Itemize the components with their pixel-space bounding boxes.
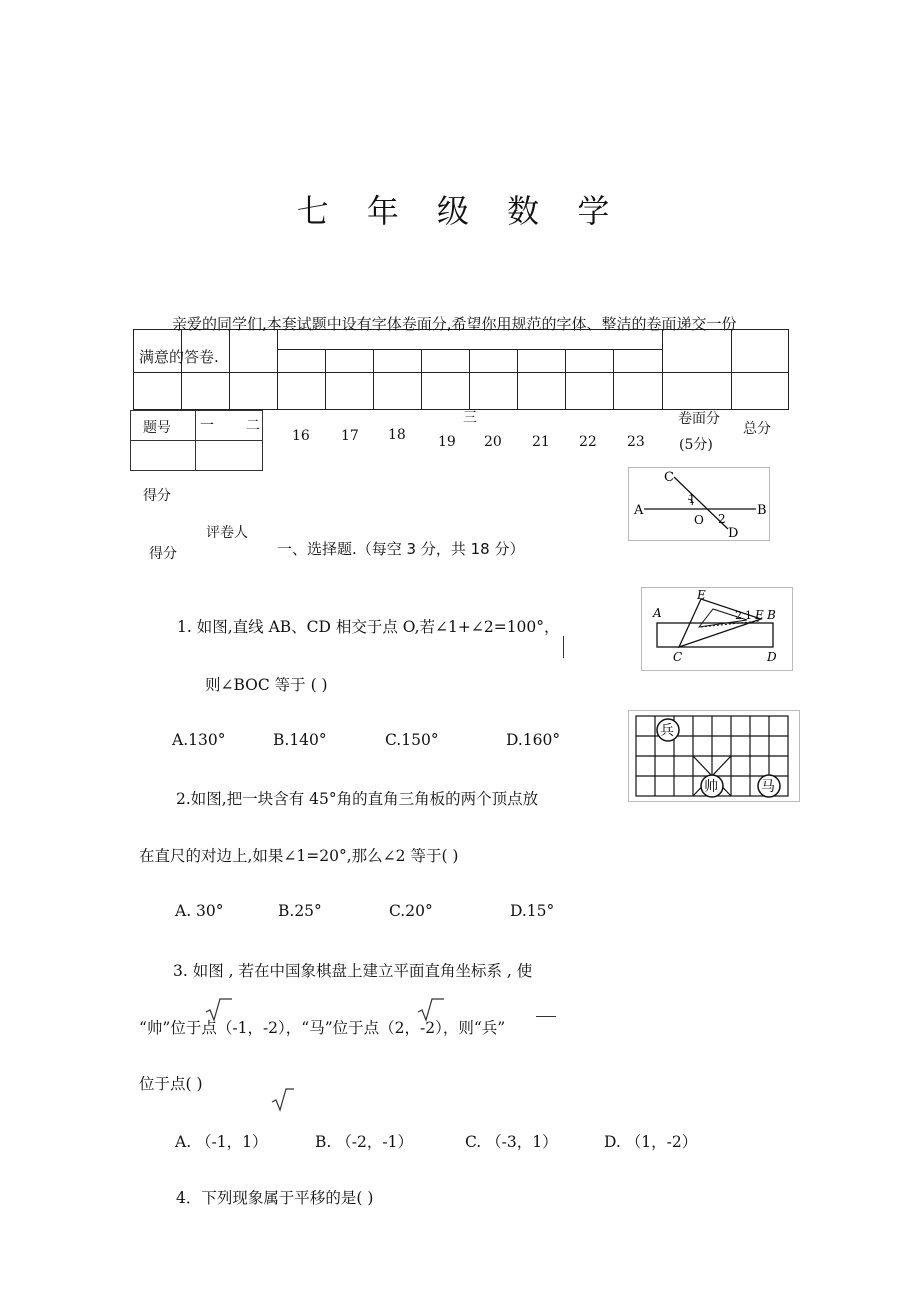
question-3-option-c: C. （-3，1） xyxy=(465,1133,558,1151)
score-row-label: 得分 xyxy=(143,488,171,504)
fig1-label-1: 1 xyxy=(688,492,696,506)
fig2-label-d: D xyxy=(767,650,777,664)
question-1-option-c: C.150° xyxy=(385,731,439,749)
question-3-option-a: A. （-1，1） xyxy=(175,1133,268,1151)
fig2-label-c: C xyxy=(673,650,683,664)
intro-line-1: 亲爱的同学们,本套试题中设有字体卷面分,希望你用规范的字体、整洁的卷面递交一份 xyxy=(172,315,737,333)
intro-line-2: 满意的答卷. xyxy=(139,348,219,366)
col-20: 20 xyxy=(484,434,502,450)
question-1-option-b: B.140° xyxy=(273,731,327,749)
handwriting-points: (5分) xyxy=(679,437,713,453)
col-16: 16 xyxy=(292,428,310,444)
fig2-label-2: 2 xyxy=(735,609,742,622)
question-1-option-d: D.160° xyxy=(506,731,561,749)
question-1-option-a: A.130° xyxy=(172,731,226,749)
piece-bing-label: 兵 xyxy=(660,723,674,739)
fig2-label-e-top: E xyxy=(697,588,706,602)
col-22: 22 xyxy=(579,434,597,450)
question-2-option-b: B.25° xyxy=(278,902,322,920)
question-2-option-d: D.15° xyxy=(510,902,555,920)
page-title: 七 年 级 数 学 xyxy=(296,192,624,230)
question-1-line-2: 则∠BOC 等于 ( ) xyxy=(205,676,328,694)
fig2-label-e: E xyxy=(755,608,764,622)
question-1-mark xyxy=(563,636,564,658)
fig2-label-b: B xyxy=(767,608,776,622)
section-grader-label: 评卷人 xyxy=(206,525,248,541)
col-19: 19 xyxy=(438,434,456,450)
fig1-label-o: O xyxy=(694,513,704,527)
handwriting-label: 卷面分 xyxy=(678,411,720,427)
figure-triangle-ruler xyxy=(641,587,793,671)
question-2-line-1: 2.如图,把一块含有 45°角的直角三角板的两个顶点放 xyxy=(176,790,539,808)
figure-intersecting-lines xyxy=(628,467,770,541)
fig1-label-b: B xyxy=(757,503,767,518)
question-3-line-2: “帅”位于点（-1，-2），“马”位于点（2，-2），则“兵” xyxy=(139,1019,506,1037)
col-18: 18 xyxy=(388,427,406,443)
question-2-option-a: A. 30° xyxy=(175,902,224,920)
check-mark-icon xyxy=(416,996,446,1022)
piece-ma-label: 马 xyxy=(761,779,775,795)
overline-mark xyxy=(536,1016,556,1017)
fig1-label-a: A xyxy=(634,503,644,518)
col-17: 17 xyxy=(341,428,359,444)
section-two-label: 二 xyxy=(246,418,260,434)
total-label: 总分 xyxy=(743,421,771,437)
section-heading: 一、选择题.（每空 3 分，共 18 分） xyxy=(277,540,525,558)
col-23: 23 xyxy=(627,434,645,450)
section-score-label: 得分 xyxy=(149,546,177,562)
fig2-label-1: 1 xyxy=(745,609,752,622)
section-three-label: 三 xyxy=(463,410,477,426)
fig1-label-c: C xyxy=(664,470,674,485)
fig1-label-2: 2 xyxy=(718,512,726,526)
question-1-line-1: 1. 如图,直线 AB、CD 相交于点 O,若∠1+∠2=100°， xyxy=(177,618,560,636)
question-2-option-c: C.20° xyxy=(389,902,433,920)
fig2-label-a: A xyxy=(653,606,662,620)
question-3-option-d: D. （1，-2） xyxy=(604,1133,698,1151)
question-3-line-3: 位于点( ) xyxy=(139,1075,203,1093)
col-21: 21 xyxy=(532,434,550,450)
question-2-line-2: 在直尺的对边上,如果∠1=20°,那么∠2 等于( ) xyxy=(139,847,459,865)
section-one-label: 一 xyxy=(200,418,214,434)
check-mark-icon xyxy=(204,996,234,1022)
question-4-line-1: 4．下列现象属于平移的是( ) xyxy=(176,1189,374,1207)
check-mark-icon xyxy=(270,1086,296,1112)
piece-shuai-label: 帅 xyxy=(704,779,718,795)
question-3-line-1: 3. 如图 , 若在中国象棋盘上建立平面直角坐标系 , 使 xyxy=(173,962,533,980)
fig1-label-d: D xyxy=(728,526,739,541)
question-3-option-b: B. （-2，-1） xyxy=(315,1133,413,1151)
row-header-label: 题号 xyxy=(143,420,171,436)
figure-chess-board xyxy=(628,710,800,802)
